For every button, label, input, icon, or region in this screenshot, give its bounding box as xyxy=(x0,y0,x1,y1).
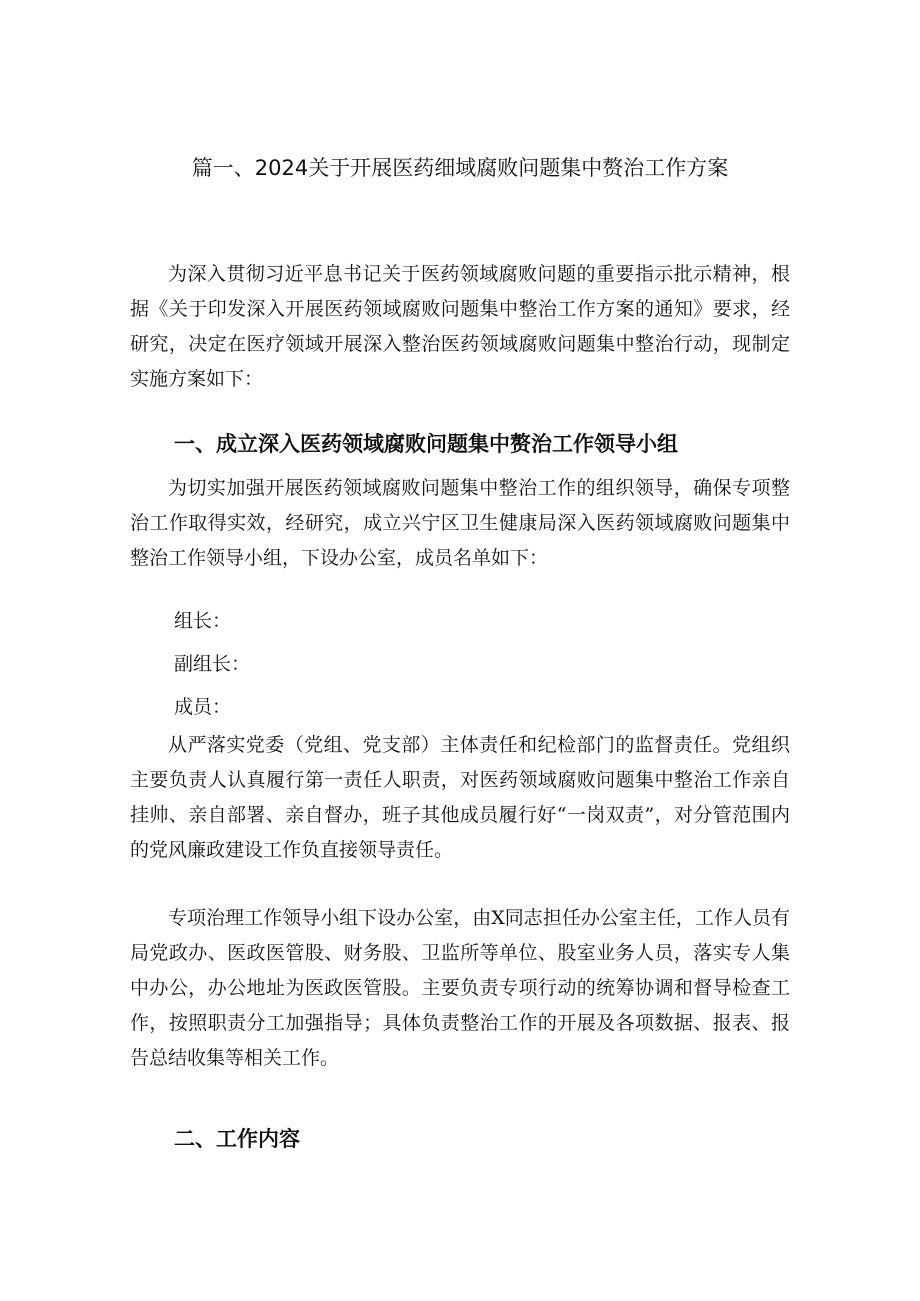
intro-paragraph: 为深入贯彻习近平息书记关于医药领域腐败问题的重要指示批示精神，根据《关于印发深入开展医药领域腐败问题集中整治工作方案的通知》要求，经研究，决定在医疗领域开展深入整治医药领域腐败问题集中整治行动，现制定实施方案如下： xyxy=(130,263,790,390)
deputy-leader-line: 副组长： xyxy=(174,653,251,675)
section-1-paragraph-1: 为切实加强开展医药领域腐败问题集中整治工作的组织领导，确保专项整治工作取得实效，经研究，成立兴宁区卫生健康局深入医药领域腐败问题集中整治工作领导小组，下设办公室，成员名单如下： xyxy=(130,477,790,569)
members-line: 成员： xyxy=(174,696,232,718)
section-1-paragraph-3: 专项治理工作领导小组下设办公室，由X同志担任办公室主任，工作人员有局党政办、医政医管股、财务股、卫监所等单位、股室业务人员，落实专人集中办公，办公地址为医政医管股。主要负责专项行动的统筹协调和督导检查工作，按照职责分工加强指导；具体负责整治工作的开展及各项数据、报表、报告总结收集等相关工作。 xyxy=(130,907,790,1069)
leader-line: 组长： xyxy=(174,610,232,632)
section-2-heading: 二、工作内容 xyxy=(174,1127,300,1151)
section-1-heading: 一、成立深入医药领域腐败问题集中赘治工作领导小组 xyxy=(174,432,678,456)
section-1-paragraph-2: 从严落实党委（党组、党支部）主体责任和纪检部门的监督责任。党组织主要负责人认真履行第一责任人职责，对医药领域腐败问题集中整治工作亲自挂帅、亲自部署、亲自督办，班子其他成员履行好“一岗双责”，对分管范围内的党风廉政建设工作负直接领导责任。 xyxy=(130,734,790,861)
document-title: 篇一、2024关于开展医药细域腐败问题集中赘治工作方案 xyxy=(191,156,729,180)
